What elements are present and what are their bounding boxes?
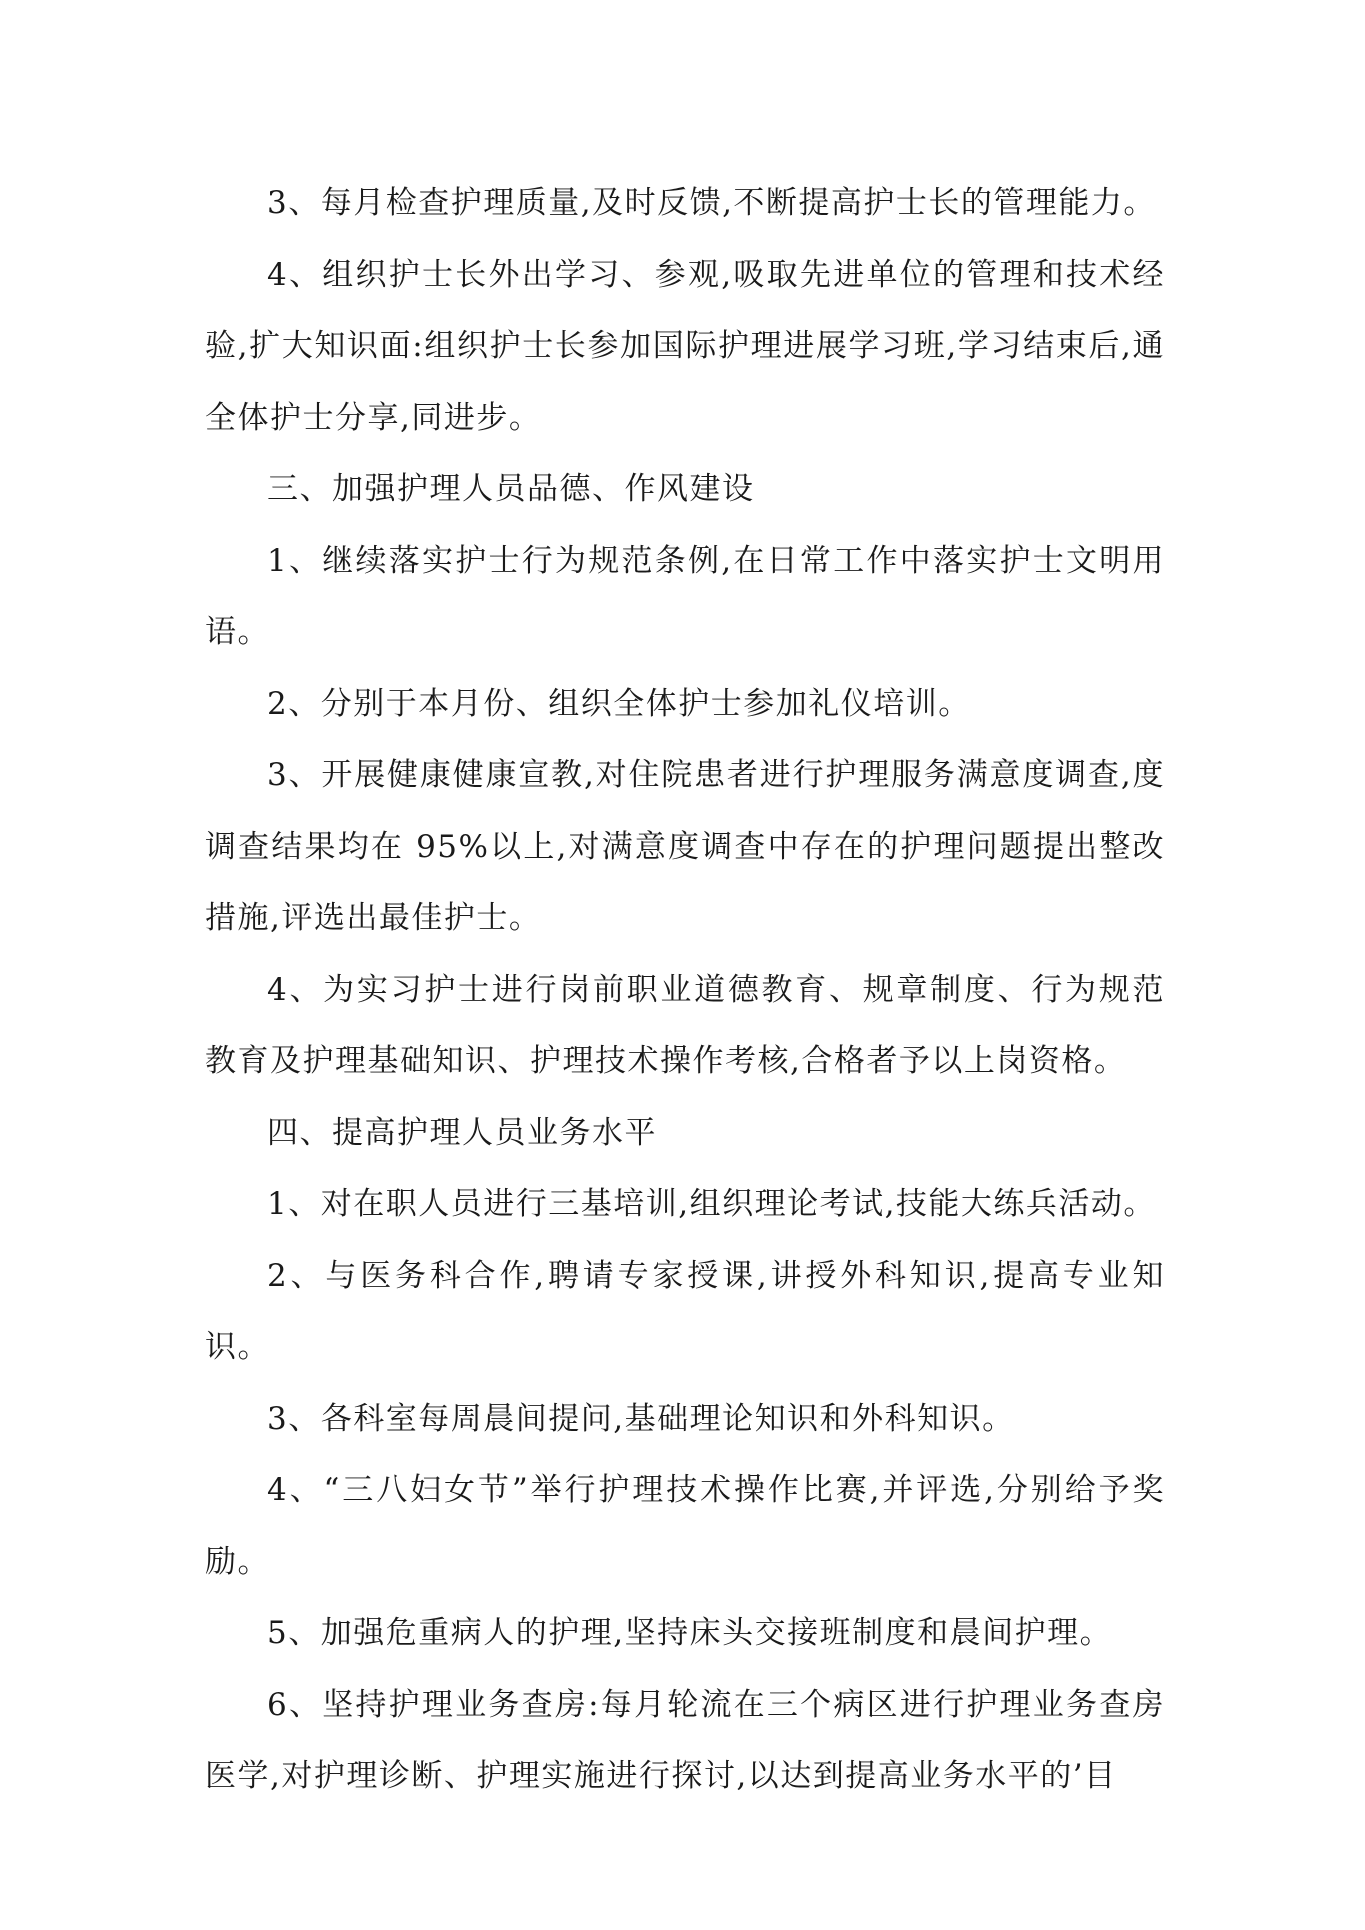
paragraph-item-6-ward-rounds: 6、坚持护理业务查房:每月轮流在三个病区进行护理业务查房医学,对护理诊断、护理实施进行探讨,以达到提高业务水平的’目 [205,1686,1165,1794]
paragraph-item-1-conduct-norms: 1、继续落实护士行为规范条例,在日常工作中落实护士文明用语。 [205,542,1165,650]
paragraph-item-2-expert-lectures: 2、与医务科合作,聘请专家授课,讲授外科知识,提高专业知识。 [205,1257,1165,1365]
paragraph-item-2-etiquette-training: 2、分别于本月份、组织全体护士参加礼仪培训。 [267,685,971,722]
paragraph-item-3-health-education: 3、开展健康健康宣教,对住院患者进行护理服务满意度调查,度调查结果均在 95%以上,对满意度调查中存在的护理问题提出整改措施,评选出最佳护士。 [205,757,1165,936]
paragraph-item-4-head-nurse-study: 4、组织护士长外出学习、参观,吸取先进单位的管理和技术经验,扩大知识面:组织护士长参加国际护理进展学习班,学习结束后,通全体护士分享,同进步。 [205,256,1165,436]
paragraph-item-4-intern-training: 4、为实习护士进行岗前职业道德教育、规章制度、行为规范教育及护理基础知识、护理技术操作考核,合格者予以上岗资格。 [205,971,1165,1079]
section-heading-3: 三、加强护理人员品德、作风建设 [267,471,755,507]
section-heading-4: 四、提高护理人员业务水平 [267,1114,657,1151]
document-body [205,168,1165,1813]
paragraph-item-5-critical-care: 5、加强危重病人的护理,坚持床头交接班制度和晨间护理。 [267,1615,1113,1651]
paragraph-item-3-quality-check: 3、每月检查护理质量,及时反馈,不断提高护士长的管理能力。 [267,185,1156,221]
paragraph-item-3-morning-questions: 3、各科室每周晨间提问,基础理论知识和外科知识。 [267,1400,1015,1437]
paragraph-item-4-skills-competition: 4、“三八妇女节”举行护理技术操作比赛,并评选,分别给予奖励。 [205,1472,1165,1580]
paragraph-item-1-basic-training: 1、对在职人员进行三基培训,组织理论考试,技能大练兵活动。 [267,1186,1156,1222]
